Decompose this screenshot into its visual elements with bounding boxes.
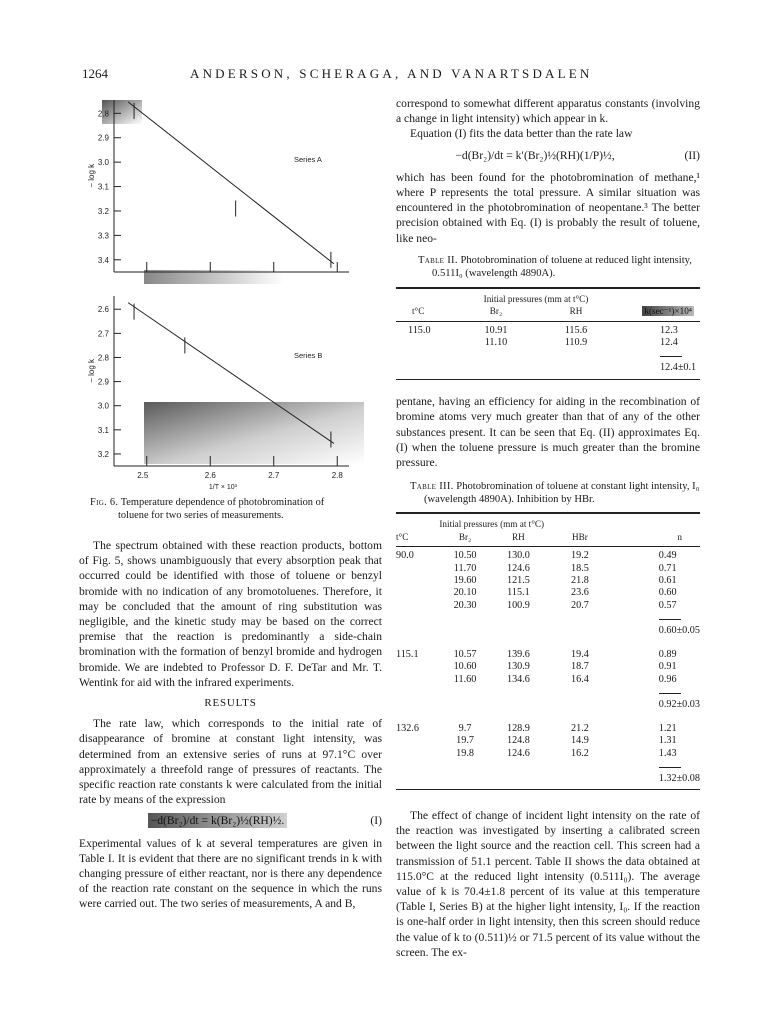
table-row: 19.60 121.5 21.8 0.61	[453, 574, 677, 586]
equation-1-tag: (I)	[370, 814, 382, 828]
table-rule	[396, 379, 700, 380]
paragraph: Experimental values of k at several temperatures are given in Table I. It is evident that there are no significant trends in k with changing pressure of either reactant, nor is there any dependence of the reaction rate constant on the sequence in which the runs were carried out. The two series of measurements, A and B,	[79, 836, 382, 911]
section-heading: RESULTS	[204, 697, 257, 710]
y-tick-label: 2.7	[97, 329, 109, 339]
page-number: 1264	[82, 66, 108, 81]
y-tick-label: 3.3	[97, 231, 109, 241]
table-3-caption-text: Photobromination of toluene at constant light intensity, I₀ (wavelength 4890A). Inhibition by HBr.	[424, 481, 700, 506]
table-row: 19.8 124.6 16.2 1.43	[456, 747, 677, 759]
table-3-col-n: n	[677, 531, 682, 542]
paragraph: correspond to somewhat different apparatus constants (involving a change in light intensity) which appear in k.	[396, 97, 700, 126]
x-tick-label: 2.8	[331, 471, 343, 480]
table-3	[396, 480, 700, 790]
table-rule	[396, 789, 700, 790]
figure-caption-line1: Temperature dependence of photobromination of	[120, 497, 325, 508]
x-tick-label: 2.6	[204, 471, 216, 480]
figure-6	[84, 96, 374, 496]
table-row: 11.70 124.6 18.5 0.71	[453, 562, 677, 574]
paragraph: The spectrum obtained with these reaction products, bottom of Fig. 5, shows unambiguously that every absorption peak that occurred could be identified with those of toluene or benzyl bromide with no indication of any bromotoluenes. Therefore, it may be concluded that the amount of ring substitution was negligible, and the kinetic study may be based on the correct premise that the reaction is predominantly a side-chain bromination with the formation of benzyl bromide and hydrogen bromide. We are indebted to Professor D. F. DeTar and Mr. T. Wentink for aid with the infrared experiments.	[79, 539, 382, 689]
left-column	[79, 538, 382, 912]
paragraph: pentane, having an efficiency for aiding in the recombination of bromine atoms very much greater than that of any of the other substances present. It can be seen that Eq. (II) approximates Eq. (I) when the toluene pressure is much greater than the bromine pressure.	[396, 395, 700, 470]
paragraph: The rate law, which corresponds to the initial rate of disappearance of bromine at constant light intensity, was determined from an extensive series of runs at 97.1°C over approximately a threefold range of pressures of reactants. The specific reaction rate constants k were calculated from the initial rate by means of the expression	[79, 717, 382, 807]
table-3-col-rh: RH	[512, 531, 525, 542]
table-2	[396, 254, 700, 380]
y-tick-label: 2.9	[97, 377, 109, 387]
equation-1	[79, 813, 382, 828]
table-rule	[396, 512, 700, 514]
table-3-rows	[396, 550, 700, 785]
table-2-label: Table II.	[418, 254, 458, 266]
y-tick-label: 3.0	[97, 401, 109, 411]
paragraph: which has been found for the photobromination of methane,¹ where P represents the total pressure. A similar situation was encountered in the photobromination of neopentane.³ The better precision obtained with Eq. (I) is probably the result of toluene, like neo-	[396, 170, 700, 245]
table-row: 115.1 10.57 139.6 19.4 0.89	[396, 648, 677, 660]
table-3-col-hbr: HBr	[572, 531, 588, 542]
table-row-mean: 1.32±0.08	[658, 772, 700, 784]
table-2-col-br2: Br₂	[489, 306, 503, 317]
table-2-col-rh: RH	[569, 306, 583, 317]
y-tick-label: 3.4	[97, 255, 109, 265]
y-axis-label: − log k	[87, 358, 96, 383]
equation-2-tag: (II)	[684, 148, 700, 162]
table-3-caption	[396, 480, 700, 506]
chart-panel-series-a	[87, 100, 349, 272]
y-tick-label: 3.2	[97, 449, 109, 459]
table-row-mean: 0.92±0.03	[658, 698, 700, 710]
table-3-label: Table III.	[410, 481, 454, 493]
equation-2	[396, 148, 700, 163]
series-line	[128, 102, 334, 264]
y-tick-label: 3.1	[97, 425, 109, 435]
table-row: 10.60 130.9 18.7 0.91	[453, 661, 677, 673]
table-row: 11.60 134.6 16.4 0.96	[453, 673, 677, 685]
table-row: 115.0 10.91 115.6 12.3	[408, 324, 678, 336]
table-2-caption	[396, 254, 700, 280]
x-axis	[137, 471, 343, 491]
x-tick-label: 2.7	[268, 471, 280, 480]
x-axis-label: 1/T × 10³	[208, 484, 237, 491]
table-row: 19.7 124.8 14.9 1.31	[456, 735, 677, 747]
table-row: 20.10 115.1 23.6 0.60	[453, 587, 677, 599]
table-row: 90.0 10.50 130.0 19.2 0.49	[396, 550, 677, 562]
table-3-col-br2: Br₂	[458, 531, 472, 542]
table-3-body	[396, 518, 700, 785]
table-row-mean: 0.60±0.05	[658, 624, 700, 636]
y-tick-label: 2.9	[97, 133, 109, 143]
equation-1-expression: −d(Br₂)/dt = k(Br₂)½(RH)½.	[148, 813, 288, 828]
table-2-caption-text: Photobromination of toluene at reduced light intensity, 0.511I₀ (wavelength 4890A).	[432, 254, 692, 279]
y-tick-label: 2.8	[97, 353, 109, 363]
figure-caption-label: Fig. 6.	[90, 497, 119, 508]
table-row-mean: 12.4±0.1	[660, 361, 697, 373]
table-2-group-header: Initial pressures (mm at t°C)	[483, 293, 589, 304]
table-row: 132.6 9.7 128.9 21.2 1.21	[396, 722, 677, 734]
paragraph: Equation (I) fits the data better than the rate law	[410, 127, 633, 141]
running-title: ANDERSON, SCHERAGA, AND VANARTSDALEN	[190, 66, 593, 81]
figure-caption	[90, 496, 382, 522]
table-row: 11.10 110.9 12.4	[484, 337, 678, 349]
figure-6-plots	[84, 96, 374, 496]
y-tick-label: 3.0	[97, 158, 109, 168]
table-3-group-header: Initial pressures (mm at t°C)	[439, 519, 545, 530]
table-2-body	[396, 293, 700, 374]
table-2-col-t: t°C	[412, 306, 425, 317]
y-tick-label: 2.6	[97, 305, 109, 315]
table-rule	[396, 287, 700, 289]
series-label: Series A	[294, 155, 322, 164]
y-tick-label: 2.8	[97, 109, 109, 119]
y-tick-label: 3.1	[97, 182, 109, 192]
running-header	[82, 66, 696, 82]
y-tick-label: 3.2	[97, 206, 109, 216]
series-label: Series B	[294, 351, 323, 360]
paragraph: The effect of change of incident light intensity on the rate of the reaction was investigated by inserting a calibrated screen between the light source and the reaction cell. This screen had a transmission of 51.1 percent. Table II shows the data obtained at 115.0°C at the reduced light intensity (0.511I₀). The average value of k is 70.4±1.8 percent of its value at this temperature (Table I, Series B) at the higher light intensity, I₀. If the reaction is one-half order in light intensity, then this screen should reduce the value of k to (0.511)½ or 71.5 percent of its value without the screen. The ex-	[396, 809, 700, 959]
equation-2-expression: −d(Br₂)/dt = k′(Br₂)½(RH)(1/P)½,	[455, 148, 615, 162]
table-2-col-k: k(sec⁻¹)×10⁴	[644, 306, 692, 317]
y-axis-label: − log k	[87, 163, 96, 188]
x-tick-label: 2.5	[137, 471, 149, 480]
table-row: 20.30 100.9 20.7 0.57	[453, 599, 677, 611]
right-column	[396, 96, 700, 960]
table-3-col-t: t°C	[396, 531, 409, 542]
figure-caption-line2: toluene for two series of measurements.	[118, 510, 284, 521]
